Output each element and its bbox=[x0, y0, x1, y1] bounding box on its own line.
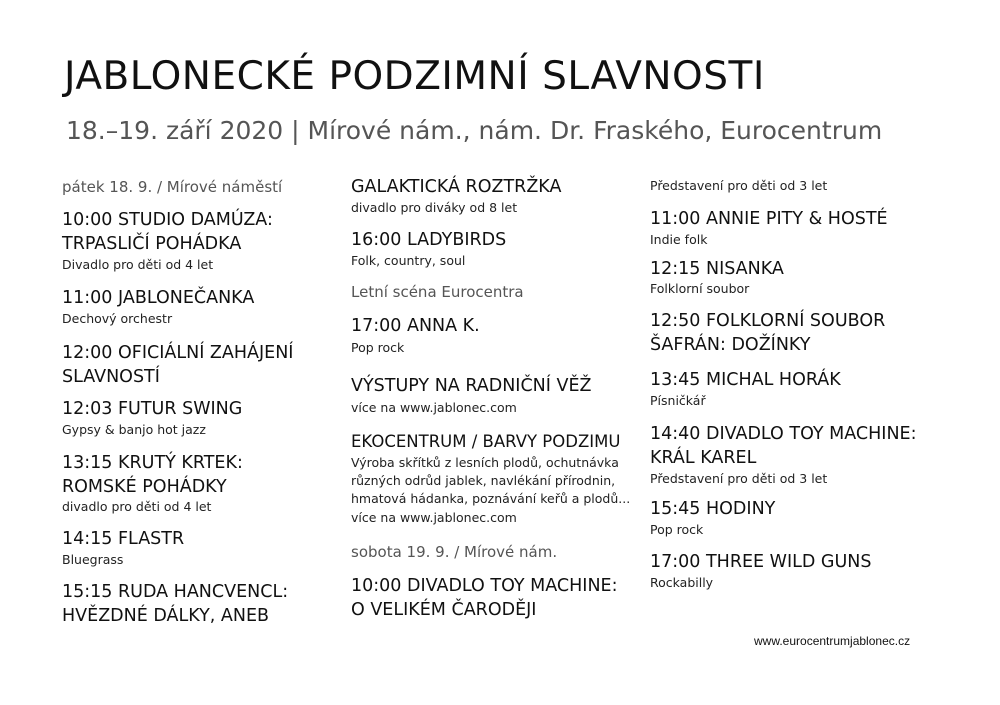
event-description: více na www.jablonec.com bbox=[351, 510, 517, 525]
event-description: více na www.jablonec.com bbox=[351, 400, 517, 415]
event-title: GALAKTICKÁ ROZTRŽKA bbox=[351, 177, 562, 197]
page-subtitle: 18.–19. září 2020 | Mírové nám., nám. Dr. Fraského, Eurocentrum bbox=[66, 116, 883, 145]
event-description: Písničkář bbox=[650, 393, 706, 408]
page-title: JABLONECKÉ PODZIMNÍ SLAVNOSTI bbox=[64, 54, 765, 99]
section-heading-friday: pátek 18. 9. / Mírové náměstí bbox=[62, 178, 283, 196]
event-description: Gypsy & banjo hot jazz bbox=[62, 422, 206, 437]
event-title: 10:00 DIVADLO TOY MACHINE: bbox=[351, 576, 618, 596]
event-description: Výroba skřítků z lesních plodů, ochutnávka bbox=[351, 455, 619, 470]
event-title: 12:03 FUTUR SWING bbox=[62, 399, 243, 419]
event-title: HVĚZDNÉ DÁLKY, ANEB bbox=[62, 606, 270, 626]
section-heading-saturday: sobota 19. 9. / Mírové nám. bbox=[351, 543, 558, 561]
event-title: 10:00 STUDIO DAMÚZA: bbox=[62, 210, 273, 230]
event-title: 15:45 HODINY bbox=[650, 499, 776, 519]
event-description: Pop rock bbox=[650, 522, 704, 537]
event-description: Indie folk bbox=[650, 232, 708, 247]
event-title: 12:00 OFICIÁLNÍ ZAHÁJENÍ bbox=[62, 343, 294, 363]
event-description: Divadlo pro děti od 4 let bbox=[62, 257, 214, 272]
event-title: ŠAFRÁN: DOŽÍNKY bbox=[650, 335, 811, 355]
event-description: Rockabilly bbox=[650, 575, 714, 590]
event-title: 11:00 ANNIE PITY & HOSTÉ bbox=[650, 209, 888, 229]
event-title: 14:15 FLASTR bbox=[62, 529, 185, 549]
event-title: 17:00 ANNA K. bbox=[351, 316, 480, 336]
event-title: EKOCENTRUM / BARVY PODZIMU bbox=[351, 432, 621, 451]
event-description: divadlo pro děti od 4 let bbox=[62, 499, 212, 514]
website-url: www.eurocentrumjablonec.cz bbox=[754, 634, 911, 648]
event-description: divadlo pro diváky od 8 let bbox=[351, 200, 518, 215]
event-description: Bluegrass bbox=[62, 552, 124, 567]
event-title: 17:00 THREE WILD GUNS bbox=[650, 552, 872, 572]
event-description: různých odrůd jablek, navlékání přírodnin, bbox=[351, 473, 616, 488]
event-title: VÝSTUPY NA RADNIČNÍ VĚŽ bbox=[351, 376, 592, 396]
section-heading-eurocentrum: Letní scéna Eurocentra bbox=[351, 283, 524, 301]
event-title: SLAVNOSTÍ bbox=[62, 367, 160, 387]
event-title: 11:00 JABLONEČANKA bbox=[62, 288, 255, 308]
event-title: 13:45 MICHAL HORÁK bbox=[650, 370, 841, 390]
event-description: Dechový orchestr bbox=[62, 311, 173, 326]
event-description: Folklorní soubor bbox=[650, 281, 750, 296]
event-title: KRÁL KAREL bbox=[650, 448, 757, 468]
event-title: 15:15 RUDA HANCVENCL: bbox=[62, 582, 289, 602]
event-description: Folk, country, soul bbox=[351, 253, 466, 268]
event-description: Představení pro děti od 3 let bbox=[650, 471, 828, 486]
event-title: ROMSKÉ POHÁDKY bbox=[62, 477, 227, 497]
event-title: 13:15 KRUTÝ KRTEK: bbox=[62, 453, 243, 473]
event-description: Pop rock bbox=[351, 340, 405, 355]
event-description: Představení pro děti od 3 let bbox=[650, 178, 828, 193]
event-description: hmatová hádanka, poznávání keřů a plodů... bbox=[351, 491, 631, 506]
event-title: 14:40 DIVADLO TOY MACHINE: bbox=[650, 424, 917, 444]
event-title: TRPASLIČÍ POHÁDKA bbox=[62, 234, 242, 254]
event-title: 16:00 LADYBIRDS bbox=[351, 230, 507, 250]
event-title: O VELIKÉM ČARODĚJI bbox=[351, 600, 537, 620]
event-title: 12:50 FOLKLORNÍ SOUBOR bbox=[650, 311, 886, 331]
event-title: 12:15 NISANKA bbox=[650, 259, 784, 279]
